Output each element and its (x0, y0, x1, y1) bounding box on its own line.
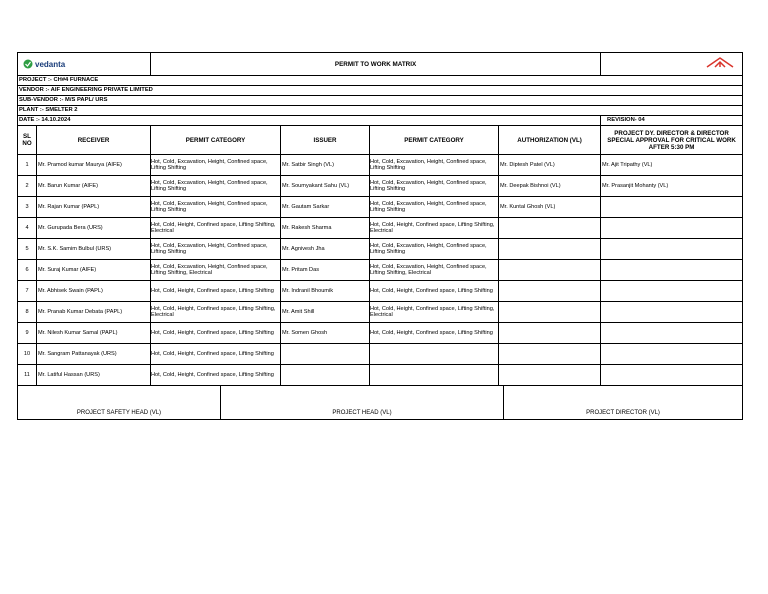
issuer-cell: Mr. Soumyakant Sahu (VL) (281, 176, 370, 197)
issuer-cell: Mr. Gautam Sarkar (281, 197, 370, 218)
vendor-line: VENDOR :- AIF ENGINEERING PRIVATE LIMITED (18, 86, 743, 96)
authorization-cell (499, 323, 601, 344)
issuer-cell: Mr. Rakesh Sharma (281, 218, 370, 239)
col-issuer: ISSUER (281, 126, 370, 155)
issuer-cell: Mr. Agnivesh Jha (281, 239, 370, 260)
issuer-cell (281, 365, 370, 386)
authorization-cell (499, 218, 601, 239)
issuer-permit-category-cell: Hot, Cold, Height, Confined space, Lifting Shifting (370, 281, 499, 302)
info-vendor-row (18, 86, 743, 96)
receiver-cell: Mr. Pranab Kumar Debata (PAPL) (37, 302, 151, 323)
col-director-approval: PROJECT DY. DIRECTOR & DIRECTOR SPECIAL APPROVAL FOR CRITICAL WORK AFTER 5:30 PM (601, 126, 743, 155)
issuer-cell: Mr. Satbir Singh (VL) (281, 155, 370, 176)
sl-cell: 8 (18, 302, 37, 323)
authorization-cell (499, 239, 601, 260)
authorization-cell: Mr. Diptesh Patel (VL) (499, 155, 601, 176)
permit-matrix-table (17, 52, 743, 420)
issuer-permit-category-cell: Hot, Cold, Height, Confined space, Lifting Shifting, Electrical (370, 218, 499, 239)
signature-container (18, 386, 743, 420)
vedanta-logo (19, 59, 149, 69)
issuer-permit-category-cell: Hot, Cold, Height, Confined space, Lifting Shifting (370, 323, 499, 344)
sl-cell: 5 (18, 239, 37, 260)
issuer-permit-category-cell (370, 365, 499, 386)
authorization-cell (499, 281, 601, 302)
table-row (18, 281, 743, 302)
sl-cell: 4 (18, 218, 37, 239)
receiver-permit-category-cell: Hot, Cold, Excavation, Height, Confined space, Lifting Shifting (151, 197, 281, 218)
receiver-permit-category-cell: Hot, Cold, Height, Confined space, Lifting Shifting (151, 323, 281, 344)
authorization-cell (499, 344, 601, 365)
receiver-cell: Mr. Latiful Hassan (URS) (37, 365, 151, 386)
signature-table (18, 386, 742, 419)
receiver-cell: Mr. Gurupada Bera (URS) (37, 218, 151, 239)
table-row (18, 218, 743, 239)
issuer-permit-category-cell: Hot, Cold, Excavation, Height, Confined space, Lifting Shifting (370, 155, 499, 176)
receiver-permit-category-cell: Hot, Cold, Height, Confined space, Lifting Shifting (151, 344, 281, 365)
receiver-cell: Mr. Nilesh Kumar Samal (PAPL) (37, 323, 151, 344)
col-authorization: AUTHORIZATION (VL) (499, 126, 601, 155)
project-line: PROJECT :- CH#4 FURNACE (18, 76, 743, 86)
sl-cell: 11 (18, 365, 37, 386)
director-approval-cell (601, 260, 743, 281)
sl-cell: 6 (18, 260, 37, 281)
sl-cell: 1 (18, 155, 37, 176)
company-arrow-logo-icon (706, 56, 734, 68)
right-logo-cell (601, 53, 743, 76)
col-sl-no: SL NO (18, 126, 37, 155)
receiver-permit-category-cell: Hot, Cold, Excavation, Height, Confined space, Lifting Shifting, Electrical (151, 260, 281, 281)
director-approval-cell (601, 344, 743, 365)
director-approval-cell: Mr. Prasanjit Mohanty (VL) (601, 176, 743, 197)
sl-cell: 10 (18, 344, 37, 365)
receiver-cell: Mr. Barun Kumar (AIFE) (37, 176, 151, 197)
authorization-cell (499, 365, 601, 386)
issuer-permit-category-cell: Hot, Cold, Height, Confined space, Lifting Shifting, Electrical (370, 302, 499, 323)
receiver-cell: Mr. Suraj Kumar (AIFE) (37, 260, 151, 281)
table-row (18, 155, 743, 176)
col-permit-category-receiver: PERMIT CATEGORY (151, 126, 281, 155)
director-approval-cell (601, 239, 743, 260)
logo-text: vedanta (35, 59, 66, 69)
vedanta-logo-icon (23, 59, 33, 69)
sl-cell: 3 (18, 197, 37, 218)
issuer-permit-category-cell: Hot, Cold, Excavation, Height, Confined space, Lifting Shifting (370, 239, 499, 260)
table-row (18, 323, 743, 344)
project-director-signature: PROJECT DIRECTOR (VL) (586, 410, 660, 416)
table-row (18, 197, 743, 218)
director-approval-cell: Mr. Ajit Tripathy (VL) (601, 155, 743, 176)
logo-cell (18, 53, 151, 76)
issuer-cell: Mr. Indranil Bhoumik (281, 281, 370, 302)
sl-cell: 9 (18, 323, 37, 344)
issuer-permit-category-cell: Hot, Cold, Excavation, Height, Confined space, Lifting Shifting (370, 176, 499, 197)
receiver-cell: Mr. Sangram Pattanayak (URS) (37, 344, 151, 365)
receiver-permit-category-cell: Hot, Cold, Excavation, Height, Confined space, Lifting Shifting (151, 176, 281, 197)
authorization-cell (499, 302, 601, 323)
title-row (18, 53, 743, 76)
issuer-permit-category-cell: Hot, Cold, Excavation, Height, Confined space, Lifting Shifting, Electrical (370, 260, 499, 281)
authorization-cell: Mr. Deepak Bishnoi (VL) (499, 176, 601, 197)
permit-matrix-sheet (17, 52, 742, 420)
col-permit-category-issuer: PERMIT CATEGORY (370, 126, 499, 155)
authorization-cell (499, 260, 601, 281)
receiver-cell: Mr. Pramod kumar Maurya (AIFE) (37, 155, 151, 176)
sl-cell: 2 (18, 176, 37, 197)
issuer-cell (281, 344, 370, 365)
director-approval-cell (601, 365, 743, 386)
info-date-row (18, 116, 743, 126)
director-approval-cell (601, 302, 743, 323)
table-row (18, 365, 743, 386)
revision-label: REVISION- 04 (601, 116, 743, 126)
table-row (18, 302, 743, 323)
receiver-permit-category-cell: Hot, Cold, Excavation, Height, Confined space, Lifting Shifting (151, 155, 281, 176)
date-line: DATE :- 14.10.2024 (18, 116, 601, 126)
director-approval-cell (601, 197, 743, 218)
plant-line: PLANT :- SMELTER 2 (18, 106, 743, 116)
receiver-permit-category-cell: Hot, Cold, Height, Confined space, Lifting Shifting (151, 365, 281, 386)
table-row (18, 176, 743, 197)
director-approval-cell (601, 281, 743, 302)
project-head-signature: PROJECT HEAD (VL) (221, 386, 504, 419)
authorization-cell: Mr. Kuntal Ghosh (VL) (499, 197, 601, 218)
info-subvendor-row (18, 96, 743, 106)
receiver-cell: Mr. Abhisek Swain (PAPL) (37, 281, 151, 302)
sl-cell: 7 (18, 281, 37, 302)
sub-vendor-line: SUB-VENDOR :- M/S PAPL/ URS (18, 96, 743, 106)
col-receiver: RECEIVER (37, 126, 151, 155)
receiver-permit-category-cell: Hot, Cold, Height, Confined space, Lifting Shifting, Electrical (151, 302, 281, 323)
issuer-permit-category-cell (370, 344, 499, 365)
director-approval-cell (601, 323, 743, 344)
receiver-permit-category-cell: Hot, Cold, Height, Confined space, Lifting Shifting (151, 281, 281, 302)
document-title: PERMIT TO WORK MATRIX (151, 53, 601, 76)
issuer-cell: Mr. Somen Ghosh (281, 323, 370, 344)
receiver-cell: Mr. S.K. Samim Bulbul (URS) (37, 239, 151, 260)
table-row (18, 344, 743, 365)
issuer-cell: Mr. Amit Shill (281, 302, 370, 323)
table-row (18, 239, 743, 260)
matrix-rows (18, 155, 743, 386)
safety-head-signature: PROJECT SAFETY HEAD (VL) (18, 386, 221, 419)
info-project-row (18, 76, 743, 86)
receiver-permit-category-cell: Hot, Cold, Height, Confined space, Lifting Shifting, Electrical (151, 218, 281, 239)
receiver-cell: Mr. Rajan Kumar (PAPL) (37, 197, 151, 218)
table-row (18, 260, 743, 281)
issuer-permit-category-cell: Hot, Cold, Excavation, Height, Confined space, Lifting Shifting (370, 197, 499, 218)
info-plant-row (18, 106, 743, 116)
signature-row (18, 386, 743, 420)
receiver-permit-category-cell: Hot, Cold, Excavation, Height, Confined space, Lifting Shifting (151, 239, 281, 260)
column-header-row (18, 126, 743, 155)
director-approval-cell (601, 218, 743, 239)
issuer-cell: Mr. Pritam Das (281, 260, 370, 281)
